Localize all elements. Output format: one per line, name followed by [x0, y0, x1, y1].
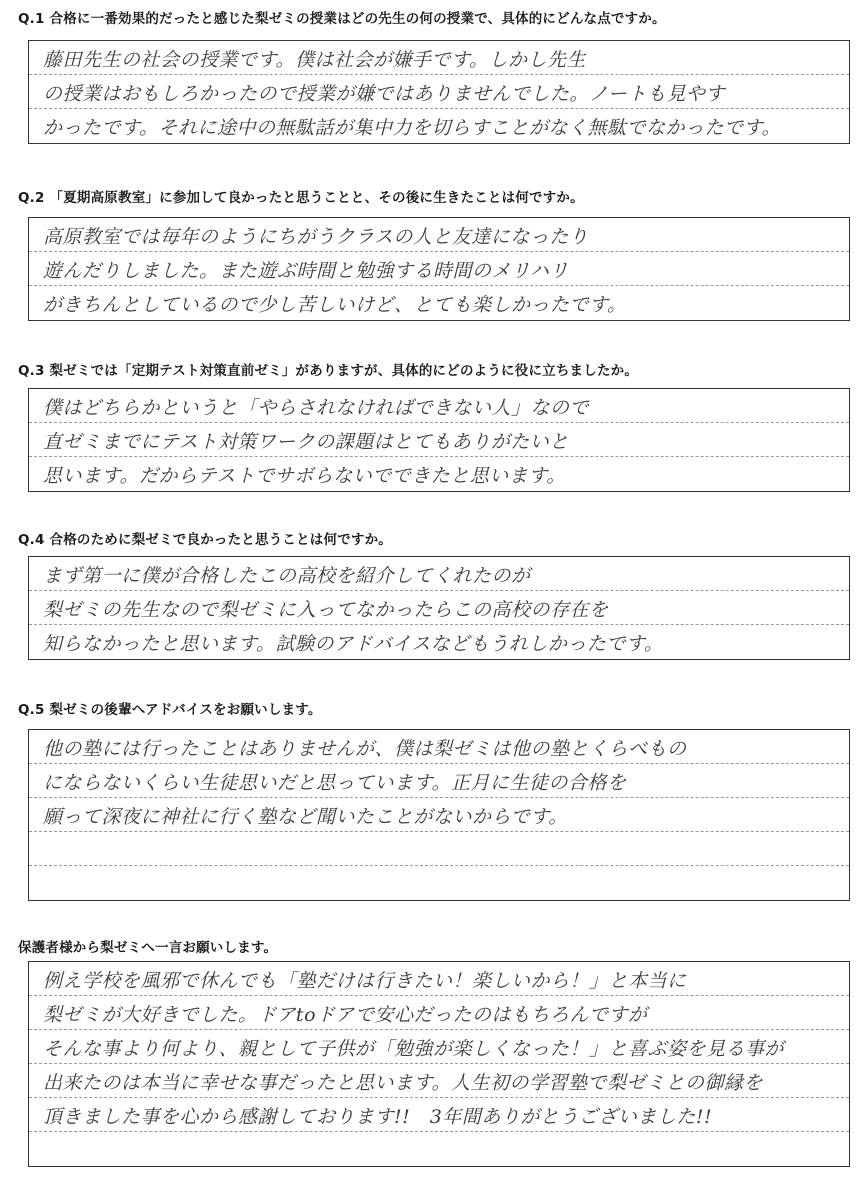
answer-line: 高原教室では毎年のようにちがうクラスの人と友達になったり	[29, 218, 849, 252]
answer-line: の授業はおもしろかったので授業が嫌ではありませんでした。ノートも見やす	[29, 75, 849, 109]
answer-box-3	[28, 388, 850, 492]
answer-line: 思います。だからテストでサボらないでできたと思います。	[43, 465, 566, 487]
question-5-label: Q.5 梨ゼミの後輩へアドバイスをお願いします。	[18, 702, 322, 718]
answer-line: 梨ゼミの先生なので梨ゼミに入ってなかったらこの高校の存在を	[29, 591, 849, 625]
answer-line	[29, 866, 849, 900]
answer-line: 頂きました事を心から感謝しております!! 3年間ありがとうございました!!	[29, 1098, 849, 1132]
answer-line: にならないくらい生徒思いだと思っています。正月に生徒の合格を	[29, 764, 849, 798]
answer-box-5	[28, 729, 850, 901]
answer-line	[29, 832, 849, 866]
answer-line: 例え学校を風邪で休んでも「塾だけは行きたい！楽しいから！」と本当に	[29, 962, 849, 996]
answer-line: 直ゼミまでにテスト対策ワークの課題はとてもありがたいと	[29, 423, 849, 457]
answer-line: 遊んだりしました。また遊ぶ時間と勉強する時間のメリハリ	[29, 252, 849, 286]
answer-box-parent	[28, 961, 850, 1167]
question-4-label: Q.4 合格のために梨ゼミで良かったと思うことは何ですか。	[18, 532, 392, 548]
answer-line: 他の塾には行ったことはありませんが、僕は梨ゼミは他の塾とくらべもの	[29, 730, 849, 764]
answer-line: 僕はどちらかというと「やらされなければできない人」なので	[29, 389, 849, 423]
answer-line: 藤田先生の社会の授業です。僕は社会が嫌手です。しかし先生	[29, 41, 849, 75]
answer-line: 出来たのは本当に幸せな事だったと思います。人生初の学習塾で梨ゼミとの御縁を	[29, 1064, 849, 1098]
answer-line	[29, 1132, 849, 1166]
question-2-label: Q.2 「夏期高原教室」に参加して良かったと思うことと、その後に生きたことは何ですか。	[18, 190, 584, 206]
answer-line: がきちんとしているので少し苦しいけど、とても楽しかったです。	[43, 294, 627, 316]
answer-box-4	[28, 556, 850, 660]
answer-line: 知らなかったと思います。試験のアドバイスなどもうれしかったです。	[43, 633, 664, 655]
parent-comment-label: 保護者様から梨ゼミへ一言お願いします。	[18, 940, 278, 956]
question-3-label: Q.3 梨ゼミでは「定期テスト対策直前ゼミ」がありますが、具体的にどのように役に立ちましたか。	[18, 363, 639, 379]
answer-line: かったです。それに途中の無駄話が集中力を切らすことがなく無駄でなかったです。	[43, 117, 781, 139]
question-1-label: Q.1 合格に一番効果的だったと感じた梨ゼミの授業はどの先生の何の授業で、具体的にどんな点ですか。	[18, 11, 666, 27]
answer-box-2	[28, 217, 850, 321]
answer-line: まず第一に僕が合格したこの高校を紹介してくれたのが	[29, 557, 849, 591]
answer-line: そんな事より何より、親として子供が「勉強が楽しくなった！」と喜ぶ姿を見る事が	[29, 1030, 849, 1064]
answer-line: 梨ゼミが大好きでした。ドアtoドアで安心だったのはもちろんですが	[29, 996, 849, 1030]
answer-line: 願って深夜に神社に行く塾など聞いたことがないからです。	[29, 798, 849, 832]
answer-box-1	[28, 40, 850, 144]
